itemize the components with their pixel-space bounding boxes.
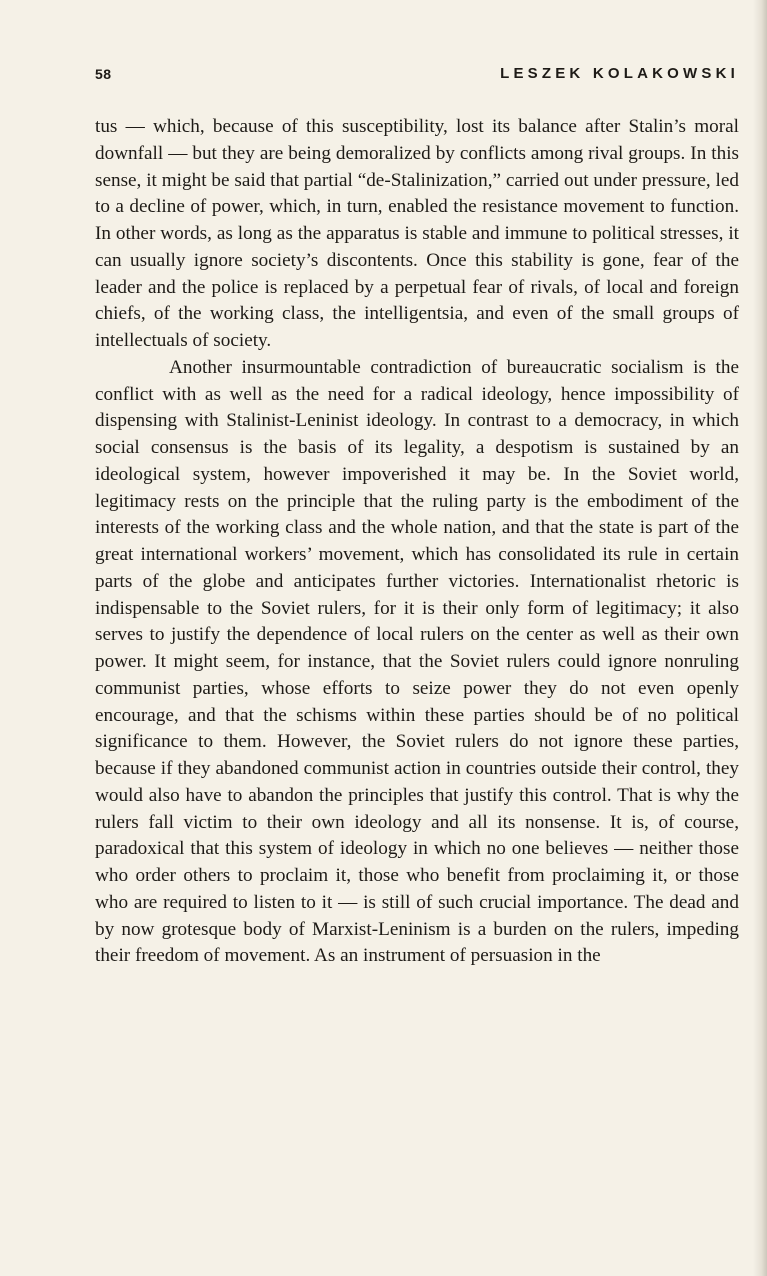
running-head: LESZEK KOLAKOWSKI: [500, 65, 739, 82]
paragraph-continued: tus — which, because of this susceptibility, lost its balance after Stalin’s moral downfall — but they are being demoralized by conflicts among rival groups. In this sense, it might be said that partial “de-Stalinization,” carried out under pressure, led to a decline of power, which, in turn, enabled the resistance movement to function. In other words, as long as the apparatus is stable and immune to political stresses, it can usually ignore society’s discontents. Once this stability is gone, fear of the leader and the police is replaced by a perpetual fear of rivals, of local and foreign chiefs, of the working class, the intelligentsia, and even of the small groups of intellectuals of society.: [95, 116, 739, 351]
body-text: [95, 114, 739, 970]
page-edge-shadow: [753, 0, 767, 1276]
page-header: [95, 66, 739, 90]
paragraph: Another insurmountable contradiction of bureaucratic socialism is the conflict with as well as the need for a radical ideology, hence impossibility of dispensing with Stalinist-Leninist ideology. In contrast to a democracy, in which social consensus is the basis of its legality, a despotism is sustained by an ideological system, however impoverished it may be. In the Soviet world, legitimacy rests on the principle that the ruling party is the embodiment of the interests of the working class and the whole nation, and that the state is part of the great international workers’ movement, which has consolidated its rule in certain parts of the globe and anticipates further victories. Internationalist rhetoric is indispensable to the Soviet rulers, for it is their only form of legitimacy; it also serves to justify the dependence of local rulers on the center as well as their own power. It might seem, for instance, that the Soviet rulers could ignore nonruling communist parties, whose efforts to seize power they do not even openly encourage, and that the schisms within these parties should be of no political significance to them. However, the Soviet rulers do not ignore these parties, because if they abandoned communist action in countries outside their control, they would also have to abandon the principles that justify this control. That is why the rulers fall victim to their own ideology and all its nonsense. It is, of course, paradoxical that this system of ideology in which no one believes — neither those who order others to proclaim it, those who benefit from proclaiming it, or those who are required to listen to it — is still of such crucial importance. The dead and by now grotesque body of Marxist-Leninism is a burden on the rulers, impeding their freedom of movement. As an instrument of persuasion in the: [95, 356, 739, 967]
page-number: 58: [95, 66, 112, 82]
